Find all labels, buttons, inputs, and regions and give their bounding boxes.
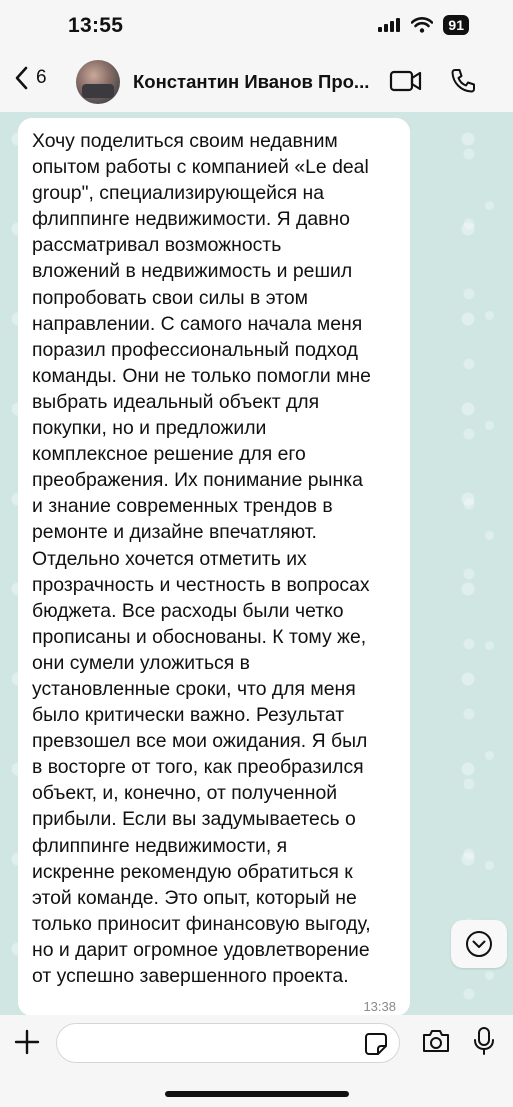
sticker-icon[interactable] [364, 1032, 388, 1056]
battery-icon: 91 [443, 15, 469, 35]
status-icons [377, 15, 469, 35]
message-text: Хочу поделиться своим недавним опытом работы с компанией «Le deal group", специализирующейся на флиппинге недвижимости. Я давно рассматривал возможность вложений в недвижимость и решил попробовать свои силы в этом направлении. С самого начала меня поразил профессиональный подход команды. Они не только помогли мне выбрать идеальный объект для покупки, но и предложили комплексное решение для его преображения. Их понимание рынка и знание современных трендов в ремонте и дизайне впечатляют. Отдельно хочется отметить их прозрачность и честность в вопросах бюджета. Все расходы были четко прописаны и обоснованы. К тому же, они сумели уложиться в установленные сроки, что для меня было критически важно. Результат превзошел все мои ожидания. Я был в восторге от того, как преобразился объект, и, конечно, от полученной прибыли. Если вы задумываетесь о флиппинге недвижимости, я искренне рекомендую обратиться к этой команде. Это опыт, который не только приносит финансовую выгоду, но и дарит огромное удовлетворение от успешно завершенного проекта. [32, 130, 371, 987]
status-bar [0, 0, 513, 52]
chat-header [0, 52, 513, 112]
scroll-down-button[interactable] [451, 920, 507, 968]
back-button[interactable] [14, 66, 47, 90]
signal-icon [377, 17, 401, 33]
chevron-left-icon [14, 66, 28, 90]
message-time: 13:38 [363, 999, 396, 1014]
status-time: 13:55 [68, 14, 124, 37]
home-indicator [165, 1091, 349, 1097]
contact-name[interactable]: Константин Иванов Про... [133, 71, 370, 92]
video-camera-icon[interactable] [389, 69, 423, 93]
wifi-icon [411, 17, 433, 33]
microphone-icon[interactable] [473, 1026, 495, 1056]
message-input[interactable] [56, 1023, 400, 1063]
message-bubble[interactable] [18, 118, 410, 1015]
chat-area[interactable] [0, 112, 513, 1015]
chevron-down-circle-icon [465, 930, 493, 958]
phone-icon[interactable] [449, 67, 477, 95]
unread-count: 6 [36, 67, 47, 88]
plus-icon[interactable] [14, 1029, 40, 1055]
composer-bar [0, 1015, 513, 1107]
camera-icon[interactable] [421, 1028, 451, 1054]
avatar[interactable] [76, 60, 120, 104]
